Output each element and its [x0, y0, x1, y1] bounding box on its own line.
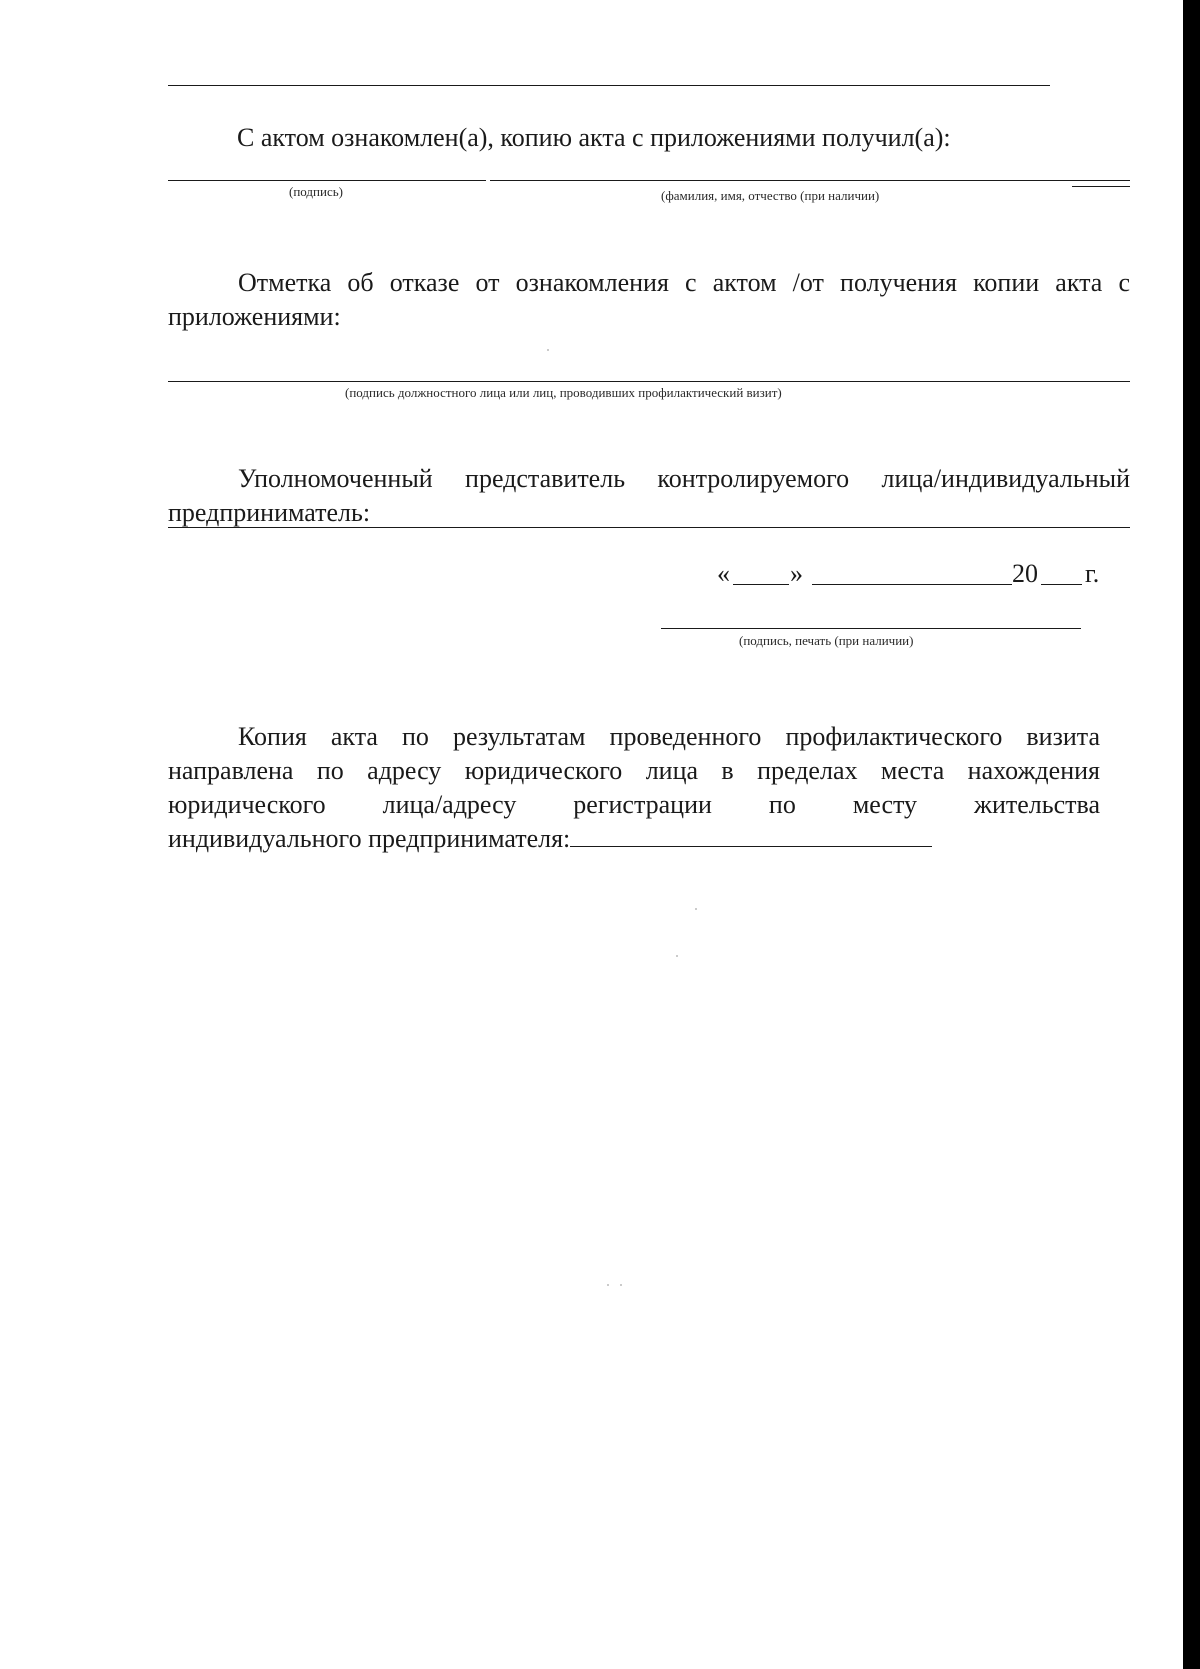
date-open-quote: «: [717, 559, 730, 588]
address-blank-line: [570, 822, 932, 847]
fullname-line-end: [1072, 186, 1130, 187]
copy-sent-paragraph: [168, 720, 1100, 856]
date-year-blank: [1041, 584, 1082, 585]
date-year-prefix: 20: [1012, 559, 1038, 588]
date-year-suffix: г.: [1085, 559, 1100, 588]
representative-text-line-1: Уполномоченный представитель контролируемого лица/индивидуальный: [238, 464, 1130, 493]
representative-text-line-2: предприниматель:: [168, 498, 371, 527]
copy-text-line-4-row: [168, 822, 1100, 856]
representative-paragraph: [168, 462, 1130, 530]
signature-stamp-caption: (подпись, печать (при наличии): [739, 633, 914, 648]
copy-text-line-2: направлена по адресу юридического лица в пределах места нахождения: [168, 756, 1100, 785]
copy-text-line-4: индивидуального предпринимателя:: [168, 824, 571, 853]
scan-speck: [547, 349, 549, 351]
fullname-caption: (фамилия, имя, отчество (при наличии): [661, 188, 880, 203]
date-month-blank: [812, 584, 1012, 585]
scan-speck: [607, 1284, 609, 1286]
received-statement: С актом ознакомлен(а), копию акта с приложениями получил(а):: [237, 123, 951, 152]
date-day-blank: [733, 584, 789, 585]
signature-caption: (подпись): [289, 184, 343, 199]
representative-underline: [168, 527, 1130, 528]
refusal-text-line-1: Отметка об отказе от ознакомления с актом /от получения копии акта с: [238, 268, 1130, 297]
signature-line: [168, 180, 486, 181]
refusal-text-line-2: приложениями:: [168, 302, 341, 331]
scan-speck: [676, 955, 678, 957]
scan-speck: [620, 1284, 622, 1286]
copy-text-line-1: Копия акта по результатам проведенного профилактического визита: [238, 722, 1100, 751]
top-rule: [168, 85, 1050, 86]
copy-text-line-3: юридического лица/адресу регистрации по месту жительства: [168, 790, 1100, 819]
signature-stamp-line: [661, 628, 1081, 629]
inspector-signature-line: [168, 381, 1130, 382]
refusal-paragraph: [168, 266, 1130, 334]
date-close-quote: »: [790, 559, 803, 588]
scan-edge-bar: [1183, 0, 1200, 1669]
scan-speck: [695, 908, 697, 910]
fullname-line: [490, 180, 1130, 181]
inspector-signature-caption: (подпись должностного лица или лиц, проводивших профилактический визит): [345, 385, 782, 400]
